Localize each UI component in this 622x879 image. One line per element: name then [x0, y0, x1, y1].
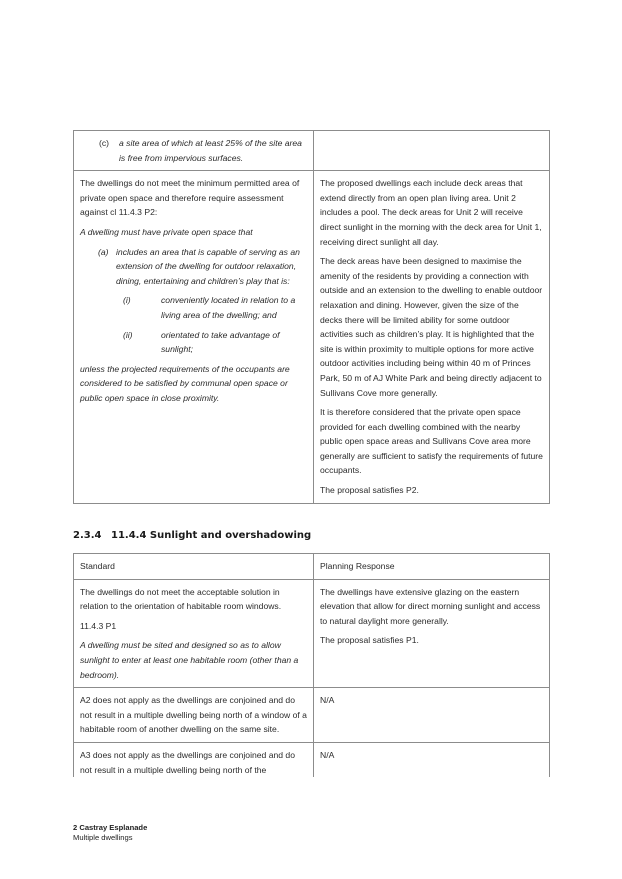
standard-cell — [74, 131, 314, 171]
response-paragraph: The deck areas have been designed to maximise the amenity of the residents by providing a connection with outside and an extension to the dwelling to enable outdoor relaxation and dining. However, given the size of the decks there will be limited ability for some outdoor activities such as children’s play. It is highlighted that the site is within proximity to multiple options for more active outdoor activities including being within 40 m of Princes Park, 50 m of AJ White Park and being directly adjacent to Sullivans Cove more generally. — [320, 256, 543, 398]
table-row — [74, 579, 550, 688]
clause-text: a site area of which at least 25% of the site area is free from impervious surfaces. — [119, 138, 302, 163]
response-paragraph: It is therefore considered that the private open space provided for each dwelling combined with the nearby public open space areas and Sullivans Cove area more generally are sufficient to satisfy the requirements of future occupants. — [320, 407, 543, 476]
section-title: 11.4.4 Sunlight and overshadowing — [111, 530, 312, 541]
clause-reference: 11.4.3 P1 — [80, 620, 117, 631]
response-conclusion: The proposal satisfies P1. — [320, 635, 419, 646]
column-header-response: Planning Response — [314, 554, 550, 580]
footer-title: 2 Castray Esplanade — [73, 823, 148, 832]
response-cell: N/A — [314, 688, 550, 743]
clause-text: A dwelling must be sited and designed so as to allow sunlight to enter at least one habitable room (other than a bedroom). — [80, 640, 299, 680]
response-paragraph: The proposed dwellings each include deck areas that extend directly from an open plan living area. Unit 2 includes a pool. The deck areas for Unit 2 will receive direct sunlight in the morning with the deck area for Unit 1, receiving direct sunlight all day. — [320, 178, 542, 247]
response-paragraph: The dwellings have extensive glazing on the eastern elevation that allow for direct morning sunlight and access to natural daylight more generally. — [320, 586, 541, 626]
table-row — [74, 688, 550, 743]
assessment-intro: The dwellings do not meet the minimum permitted area of private open space and therefore require assessment against cl 11.4.3 P2: — [80, 178, 300, 218]
response-conclusion: The proposal satisfies P2. — [320, 485, 419, 496]
sunlight-table — [73, 553, 550, 777]
clause-label: (i) — [123, 295, 131, 306]
page-footer — [73, 823, 147, 843]
table-row — [74, 131, 550, 171]
table-row — [74, 742, 550, 777]
clause-text: conveniently located in relation to a living area of the dwelling; and — [161, 295, 296, 320]
clause-text: orientated to take advantage of sunlight; — [161, 329, 280, 355]
standard-cell — [74, 171, 314, 503]
clause-text: includes an area that is capable of serving as an extension of the dwelling for outdoor relaxation, dining, entertaining and children’s play that is: — [116, 246, 300, 286]
section-heading — [73, 529, 311, 543]
private-open-space-table — [73, 130, 550, 504]
table-header-row — [74, 554, 550, 580]
response-cell — [314, 171, 550, 503]
standard-cell: A2 does not apply as the dwellings are conjoined and do not result in a multiple dwelling being north of a window of a habitable room of another dwelling on the same site. — [74, 688, 314, 743]
clause-c — [80, 136, 307, 165]
standard-cell — [74, 579, 314, 688]
clause-label: (a) — [98, 246, 109, 257]
table-row — [74, 171, 550, 503]
clause-i — [80, 293, 307, 322]
clause-label: (c) — [99, 138, 110, 148]
section-number: 2.3.4 — [73, 530, 102, 541]
clause-label: (ii) — [123, 329, 133, 340]
response-cell — [314, 131, 550, 171]
clause-ii — [80, 328, 307, 357]
standard-paragraph: The dwellings do not meet the acceptable solution in relation to the orientation of habitable room windows. — [80, 586, 282, 612]
response-cell — [314, 579, 550, 688]
requirement-text: A dwelling must have private open space that — [80, 226, 253, 237]
unless-text: unless the projected requirements of the occupants are considered to be satisfied by communal open space or public open space in close proximity. — [80, 363, 290, 403]
standard-cell: A3 does not apply as the dwellings are conjoined and do not result in a multiple dwelling being north of the — [74, 742, 314, 777]
column-header-standard: Standard — [74, 554, 314, 580]
response-cell: N/A — [314, 742, 550, 777]
footer-subtitle: Multiple dwellings — [73, 833, 133, 842]
clause-a — [80, 245, 307, 289]
